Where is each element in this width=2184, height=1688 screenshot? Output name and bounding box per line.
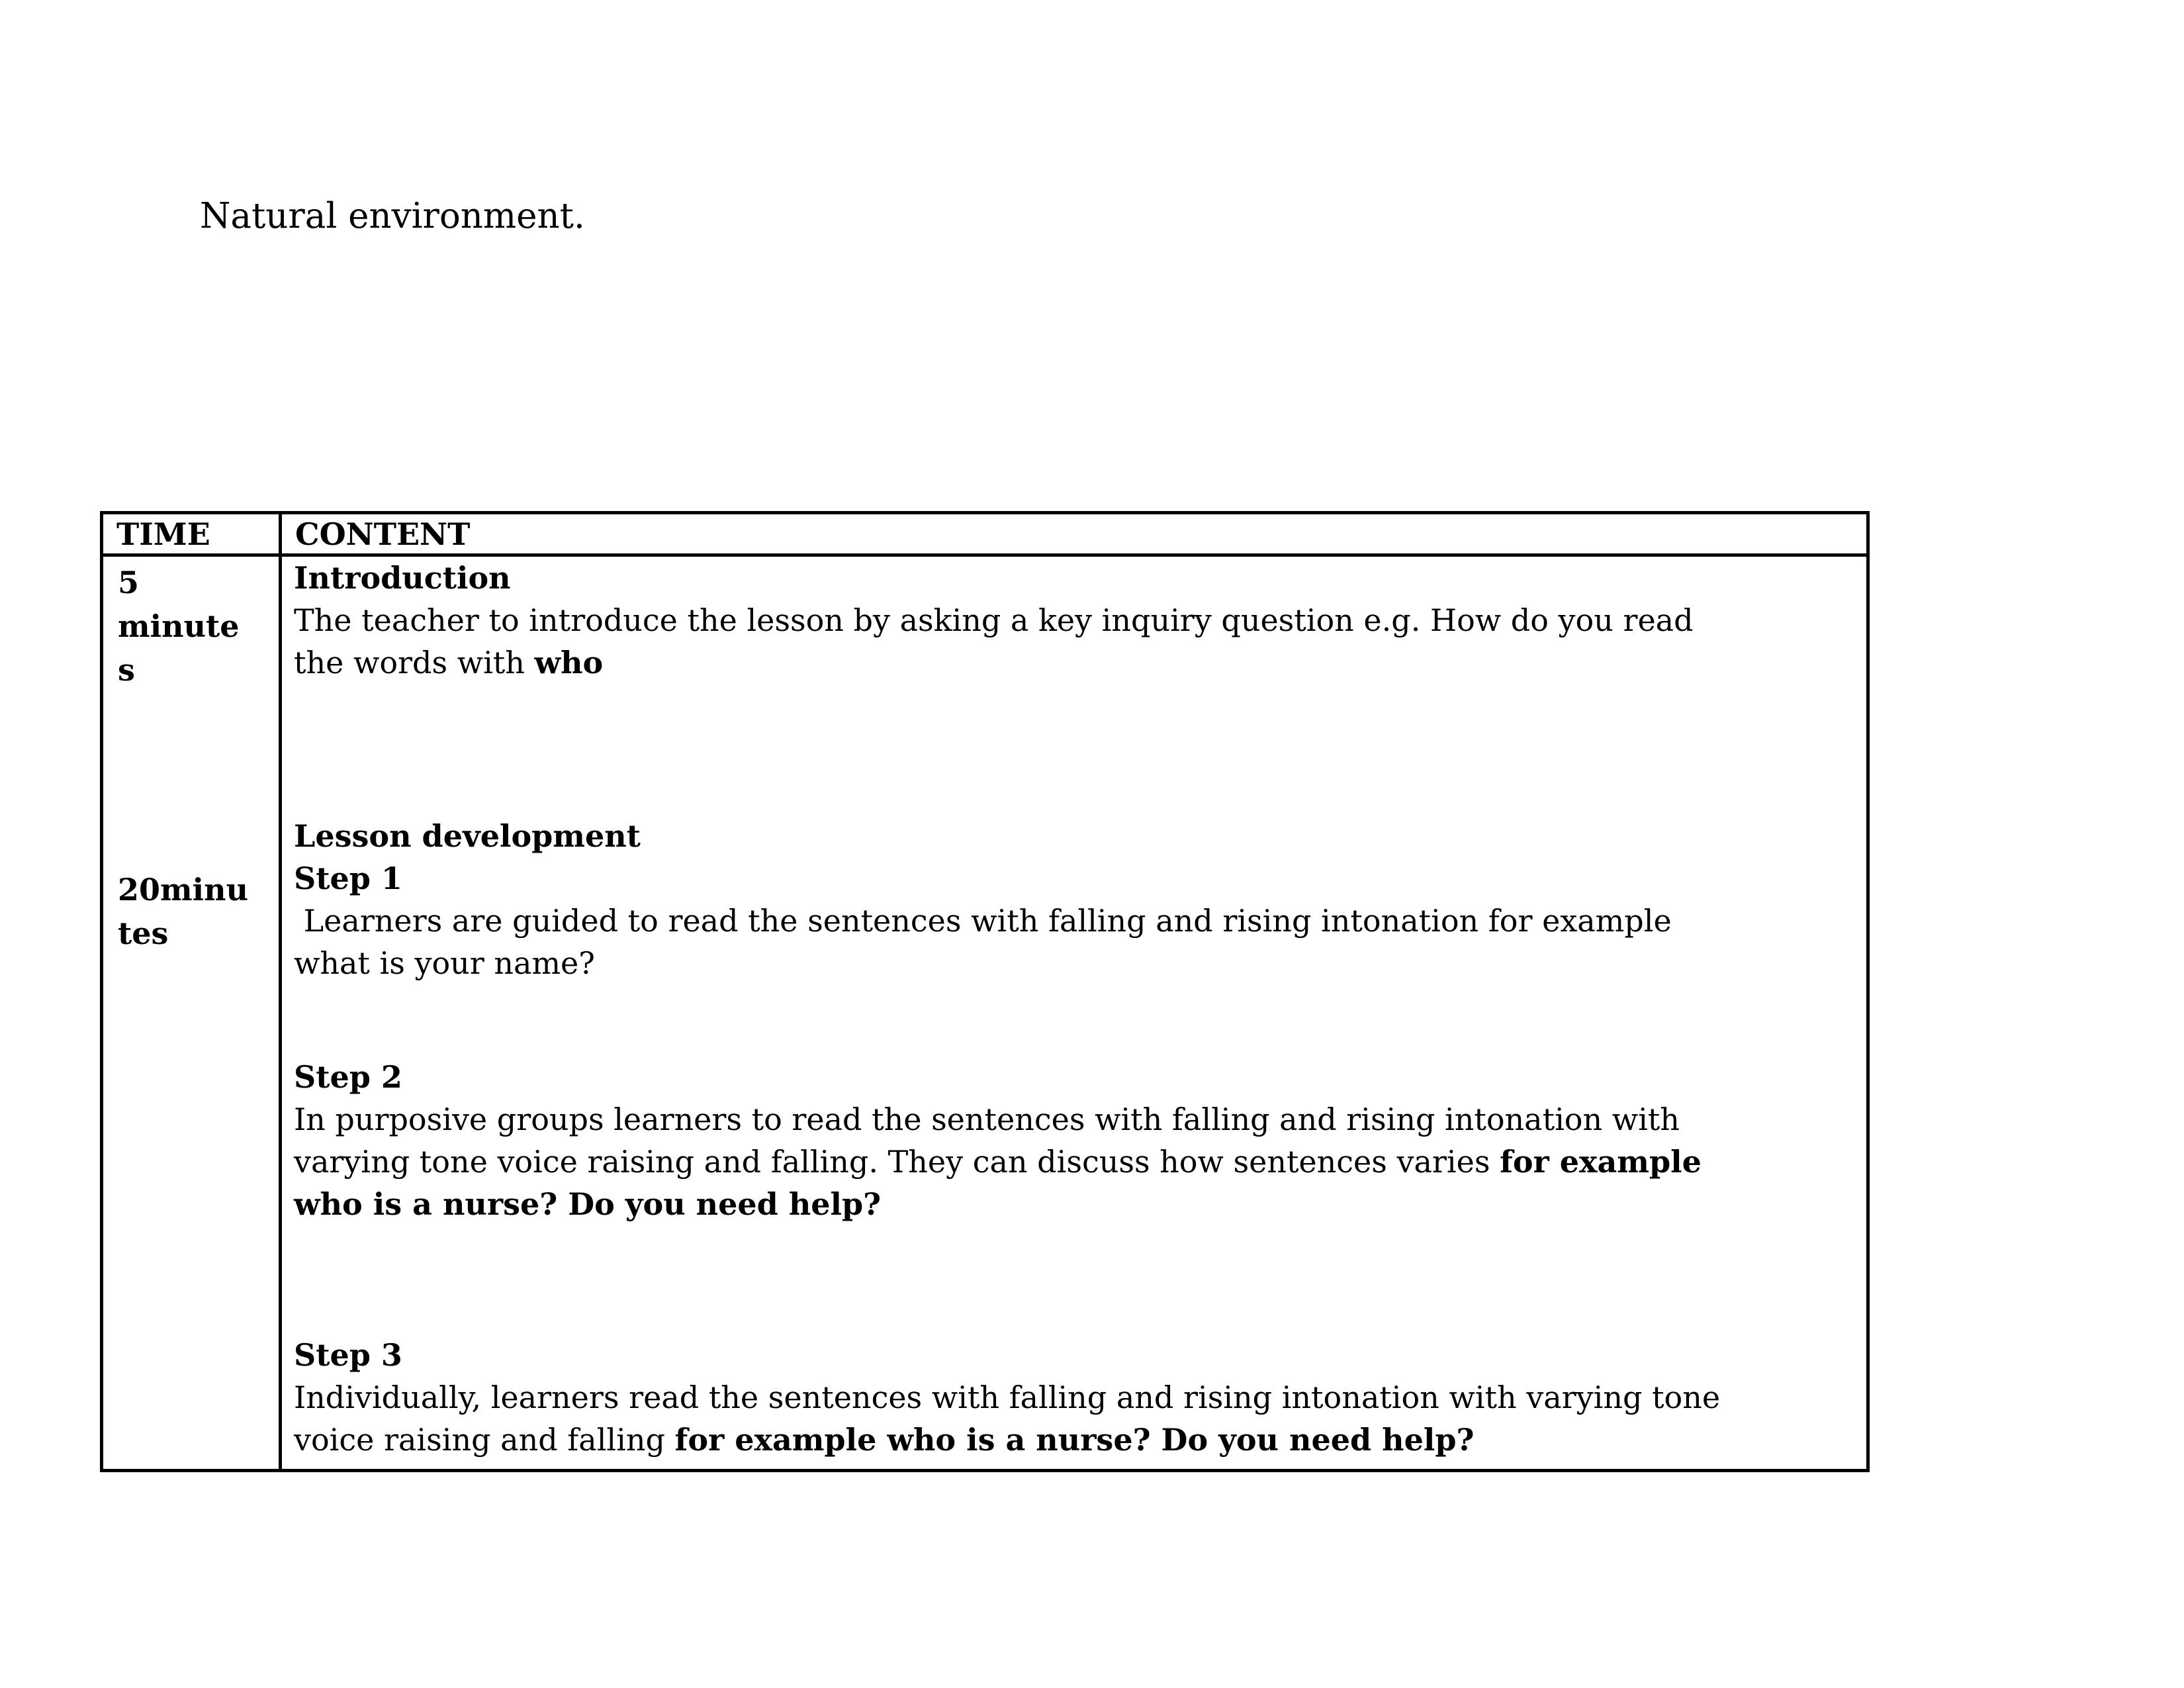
time-value-5-minutes: 5 minute s <box>118 565 240 688</box>
time-value-20-minutes: 20minu tes <box>118 872 249 951</box>
introduction-paragraph: The teacher to introduce the lesson by asking a key inquiry question e.g. How do you read the words with who <box>294 602 1694 680</box>
step2-paragraph: In purposive groups learners to read the sentences with falling and rising intonation with varying tone voice raising and falling. They can discuss how sentences varies for example who is a nurse? Do you need help? <box>294 1102 1702 1222</box>
table-header-row <box>102 513 1868 555</box>
time-cell <box>102 555 281 1471</box>
page-title: Natural environment. <box>200 196 585 236</box>
lesson-plan-table <box>100 511 1870 1472</box>
lesson-development-heading: Lesson development <box>294 818 641 854</box>
column-header-content: CONTENT <box>281 513 1868 555</box>
step1-paragraph: Learners are guided to read the sentences with falling and rising intonation for example what is your name? <box>294 903 1672 981</box>
step1-heading: Step 1 <box>294 861 402 896</box>
step3-heading: Step 3 <box>294 1337 402 1373</box>
content-cell <box>281 555 1868 1471</box>
step3-paragraph: Individually, learners read the sentences with falling and rising intonation with varying tone voice raising and falling for example who is a nurse? Do you need help? <box>294 1380 1721 1458</box>
column-header-time: TIME <box>102 513 281 555</box>
step2-heading: Step 2 <box>294 1059 402 1095</box>
table-body-row <box>102 555 1868 1471</box>
introduction-heading: Introduction <box>294 560 511 596</box>
